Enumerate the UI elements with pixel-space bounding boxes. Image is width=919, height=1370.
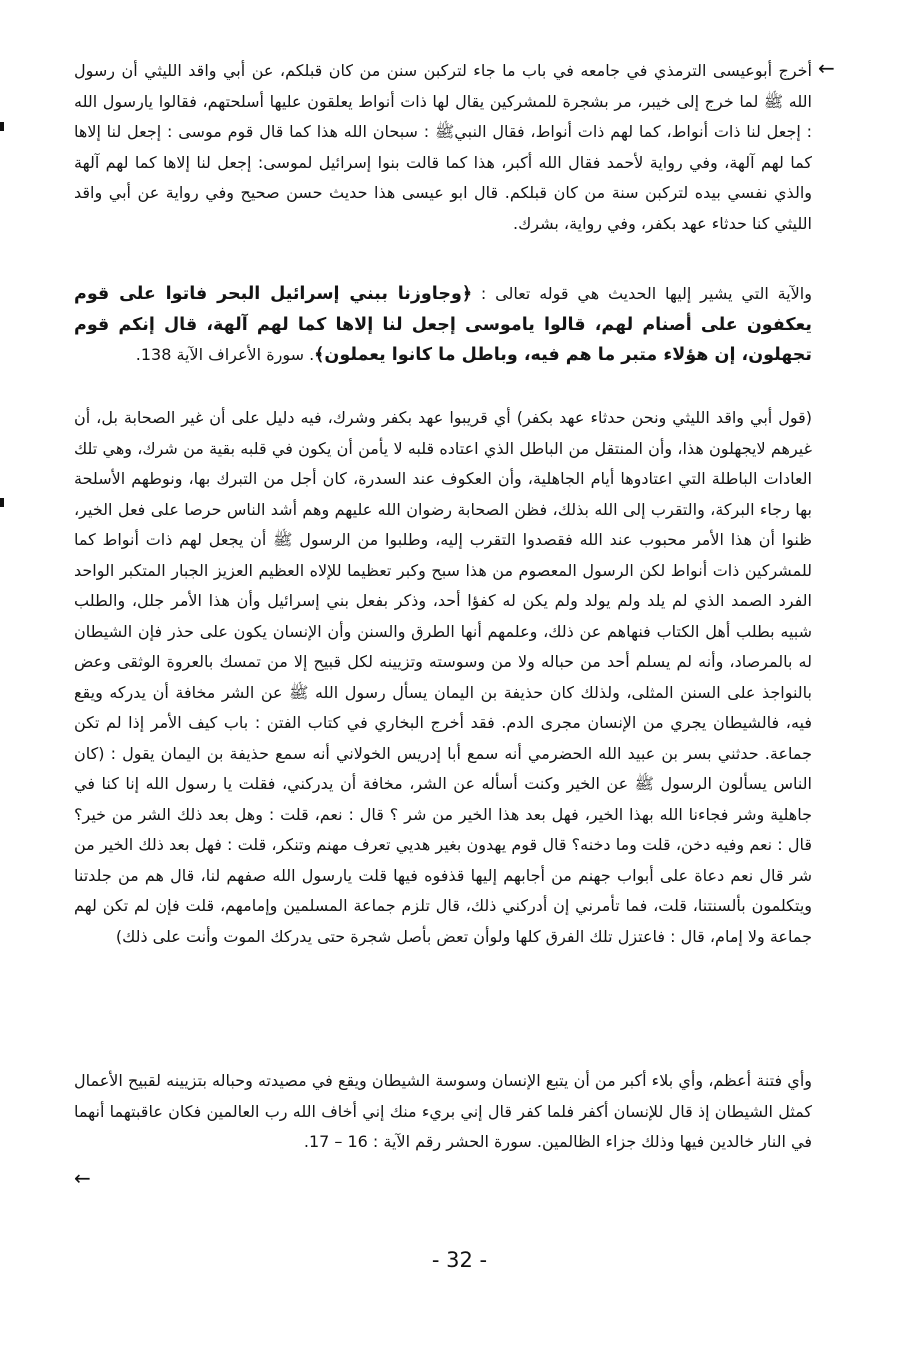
verse-intro: والآية التي يشير إليها الحديث هي قوله تعالى : bbox=[472, 284, 812, 303]
paragraph-commentary: (قول أبي واقد الليثي ونحن حدثاء عهد بكفر) أي قريبوا عهد بكفر وشرك، فيه دليل على أن غير الصحابة بل، أن غيرهم لايجهلون هذا، وأن المنتقل من الباطل الذي اعتاده قلبه لا يأمن أن يكون في قلبه بقية من شرك، وهي تلك العادات الباطلة التي اعتادوها أيام الجاهلية، وأن العكوف عند السدرة، كان أجل من التبرك بها، ونوطهم الأسلحة بها رجاء البركة، والتقرب إلى الله بذلك، فظن الصحابة رضوان الله عليهم وهم أشد الناس حرصا على فعل الخير، ظنوا أن هذا الأمر محبوب عند الله فقصدوا التقرب إليه، وطلبوا من الرسول ﷺ أن يجعل لهم ذات أنواط كما للمشركين ذات أنواط لكن الرسول المعصوم من هذا سبح وكبر تعظيما للإلاه العظيم العزيز الجبار المتكبر الواحد الفرد الصمد الذي لم يلد ولم يولد ولم يكن له كفؤا أحد، وذكر بفعل بني إسرائيل وأن هذا الأمر جلل، والطلب شبيه بطلب أهل الكتاب فنهاهم عن ذلك، وعلمهم أنها الطرق والسنن وأن الإنسان يكون على حذر فإن الشيطان له بالمرصاد، وأنه لم يسلم أحد من حباله ولا من وسوسته وتزيينه لكل قبيح إلا من تمسك بالعروة الوثقى وعض بالنواجذ على السنن المثلى، ولذلك كان حذيفة بن اليمان يسأل رسول الله ﷺ عن الشر مخافة أن يدركه ويقع فيه، فالشيطان يجري من الإنسان مجرى الدم. فقد أخرج البخاري في كتاب الفتن : باب كيف الأمر إذا لم تكن جماعة. حدثني بسر بن عبيد الله الحضرمي أنه سمع أبا إدريس الخولاني أنه سمع حذيفة بن اليمان يقول : (كان الناس يسألون الرسول ﷺ عن الخير وكنت أسأله عن الشر، مخافة أن يدركني، فقلت يا رسول الله إنا كنا في جاهلية وشر فجاءنا الله بهذا الخير، فهل بعد هذا الخير من شر ؟ قال : نعم، قلت : وهل بعد ذلك الشر من خير؟ قال : نعم وفيه دخن، قلت وما دخنه؟ قال قوم يهدون بغير هديي تعرف مهنم وتنكر، قلت : فهل بعد ذلك الخير من شر قال نعم دعاة على أبواب جهنم من أجابهم إليها قذفوه فيها قلت يارسول الله صفهم لنا، قال هم من جلدتنا ويتكلمون بألسنتنا، قلت، فما تأمرني إن أدركني ذلك، قال تلزم جماعة المسلمين وإمامهم، قلت فإن لم تكن لهم جماعة ولا إمام، قال : فاعتزل تلك الفرق كلها ولوأن تعض بأصل شجرة حتى يدركك الموت وأنت على ذلك) bbox=[74, 408, 812, 946]
arrow-bottom-icon: ← bbox=[74, 1166, 91, 1190]
page-number: - 32 - bbox=[431, 1248, 488, 1272]
paragraph-verse bbox=[74, 279, 812, 371]
verse-reference: . سورة الأعراف الآية 138. bbox=[135, 345, 315, 364]
paragraph-hadith: أخرج أبوعيسى الترمذي في جامعه في باب ما جاء لتركبن سنن من كان قبلكم، عن أبي واقد الليثي أن رسول الله ﷺ لما خرج إلى خيبر، مر بشجرة للمشركين يقال لها ذات أنواط يعلقون عليها أسلحتهم، فقالوا يارسول الله : إجعل لنا ذات أنواط، كما لهم ذات أنواط، فقال النبيﷺ : سبحان الله هذا كما قال قوم موسى : إجعل لنا إلاها كما لهم آلهة، وفي رواية لأحمد فقال الله أكبر، هذا كما قالت بنوا إسرائيل لموسى: إجعل لنا إلاها كما لهم آلهة والذي نفسي بيده لتركبن سنة من كان قبلكم. قال ابو عيسى هذا حديث حسن صحيح وفي رواية عن أبي واقد الليثي كنا حدثاء عهد بكفر، وفي رواية، بشرك. bbox=[74, 61, 812, 233]
margin-mark-icon bbox=[0, 122, 4, 131]
arrow-top-icon: ← bbox=[818, 56, 835, 80]
paragraph-conclusion: وأي فتنة أعظم، وأي بلاء أكبر من أن يتبع الإنسان وسوسة الشيطان ويقع في مصيدته وحباله بتزيينه لقبيح الأعمال كمثل الشيطان إذ قال للإنسان أكفر فلما كفر قال إني بريء منك إني أخاف الله رب العالمين فكان عاقبتهما أنهما في النار خالدين فيها وذلك جزاء الظالمين. سورة الحشر رقم الآية : 16 – 17. bbox=[74, 1071, 812, 1151]
quran-verse: ﴿وجاوزنا ببني إسرائيل البحر فاتوا على قوم يعكفون على أصنام لهم، قالوا ياموسى إجعل لنا إلاها كما لهم آلهة، قال إنكم قوم تجهلون، إن هؤلاء متبر ما هم فيه، وباطل ما كانوا يعملون﴾ bbox=[74, 284, 812, 365]
margin-mark-icon bbox=[0, 498, 4, 507]
